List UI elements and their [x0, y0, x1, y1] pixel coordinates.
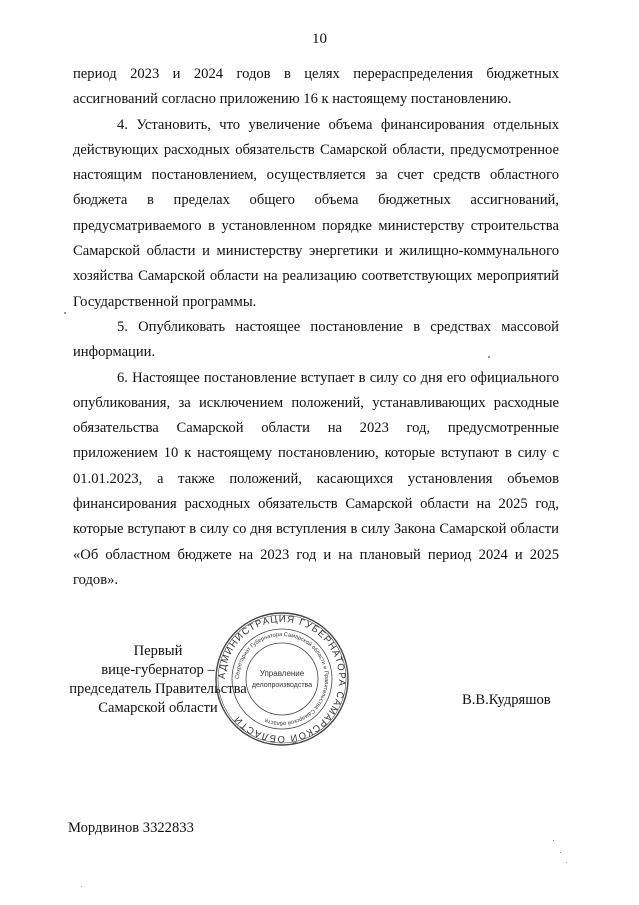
scan-speck	[566, 862, 567, 863]
signatory-title-line: председатель Правительства	[69, 681, 247, 697]
signatory-title-line: Первый	[133, 643, 183, 659]
scan-speck	[81, 886, 82, 887]
seal-center-line: делопроизводства	[251, 682, 313, 689]
svg-text:Секретариат Губернатора Самарс	[235, 632, 329, 727]
signatory-title-line: вице-губернатор –	[101, 662, 215, 678]
scan-speck	[560, 852, 561, 853]
scan-speck	[64, 312, 66, 314]
scan-speck	[488, 356, 490, 358]
seal-center-line: Управление	[259, 669, 305, 678]
paragraph-continuation: период 2023 и 2024 годов в целях перераспределения бюджетных ассигнований согласно приложению 16 к настоящему постановлению.	[73, 66, 559, 108]
paragraph-item-6: 6. Настоящее постановление вступает в силу со дня его официального опубликования, за исключением положений, устанавливающих расходные обязательства Самарской области на 2023 год, предусмотренные приложением 10 к настоящему постановлению, которые вступают в силу с 01.01.2023, а также положений, касающихся установления объемов финансирования расходных обязательств Самарской области на 2025 год, которые вступают в силу со дня вступления в силу Закона Самарской области «Об областном бюджете на 2023 год и на плановый период 2024 и 2025 годов».	[73, 369, 559, 588]
document-body	[73, 62, 559, 593]
seal-outer-text: АДМИНИСТРАЦИЯ ГУБЕРНАТОРА САМАРСКОЙ ОБЛАСТИ	[216, 613, 348, 745]
seal-inner-text: Секретариат Губернатора Самарской области и Правительства Самарской области	[234, 631, 330, 727]
paragraph-item-5: 5. Опубликовать настоящее постановление в средствах массовой информации.	[73, 318, 559, 361]
paragraph-item-4: 4. Установить, что увеличение объема финансирования отдельных действующих расходных обязательств Самарской области, предусмотренное настоящим постановлением, осуществляется за счет средств областного бюджета в пределах общего объема бюджетных ассигнований, предусматриваемого в установленном порядке министерству строительства Самарской области и министерству энергетики и жилищно-коммунального хозяйства Самарской области на реализацию соответствующих мероприятий Государственной программы.	[73, 116, 559, 310]
scan-speck	[553, 840, 554, 841]
signatory-title-line: Самарской области	[98, 700, 218, 716]
page-number: 10	[312, 31, 327, 47]
executor-note: Мордвинов 3322833	[68, 820, 194, 836]
official-seal	[213, 610, 351, 748]
signatory-name: В.В.Кудряшов	[462, 692, 551, 708]
